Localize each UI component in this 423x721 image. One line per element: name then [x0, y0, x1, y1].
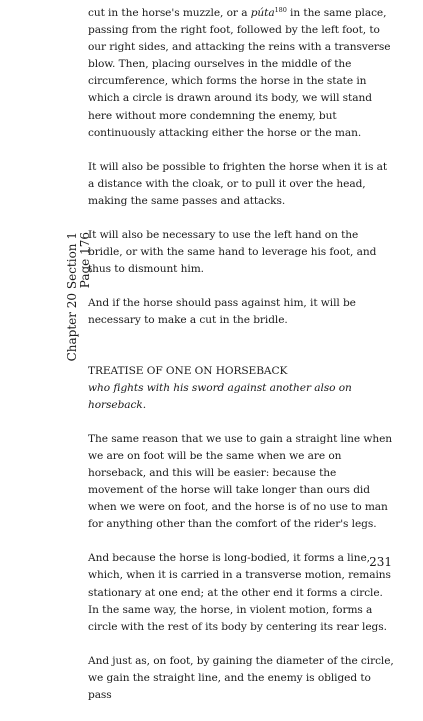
term-puta: púta: [250, 7, 275, 19]
paragraph: [88, 5, 394, 142]
page-number: 231: [369, 555, 392, 569]
paragraph-text: cut in the horse's muzzle, or a: [88, 7, 251, 19]
paragraph: It will also be possible to frighten the horse when it is at a distance with the cloak, or to pull it over the head, making the same passes and attacks.: [88, 160, 388, 207]
margin-chapter-label: [66, 232, 92, 372]
page-body-text: [88, 5, 394, 721]
paragraph: And if the horse should pass against him, it will be necessary to make a cut in the bridle.: [88, 297, 356, 327]
paragraph-text: in the same place, passing from the right foot, followed by the left foot, to our right sides, and attacking the reins with a transverse blow. Then, placing ourselves in the middle of the circumference, which forms the horse in the state in which a circle is drawn around its body, we will stand here without more condemning the enemy, but continuously attacking either the horse or the man.: [88, 7, 391, 139]
paragraph: And just as, on foot, by gaining the diameter of the circle, we gain the straight line, and the enemy is obliged to pass: [88, 654, 394, 701]
paragraph: The same reason that we use to gain a straight line when we are on foot will be the same when we are on horseback, and this will be easier: because the movement of the horse will take longer than ours did when we were on foot, and the horse is of no use to man for anything other than the comfort of the rider's legs.: [88, 432, 393, 531]
section-title: TREATISE OF ONE ON HORSEBACK: [88, 364, 288, 377]
section-subtitle: who fights with his sword against another also on horseback.: [88, 381, 352, 411]
paragraph: It will also be necessary to use the left hand on the bridle, or with the same hand to leverage his foot, and thus to dismount him.: [88, 229, 377, 276]
chapter-section-label: Chapter 20 Section 1: [65, 232, 79, 362]
paragraph: And because the horse is long-bodied, it forms a line, which, when it is carried in a transverse motion, remains stationary at one end; at the other end it forms a circle. In the same way, the horse, in violent motion, forms a circle with the rest of its body by centering its rear legs.: [88, 552, 391, 633]
page-reference-label: Page 176: [78, 232, 92, 289]
footnote-marker[interactable]: 180: [274, 6, 287, 14]
